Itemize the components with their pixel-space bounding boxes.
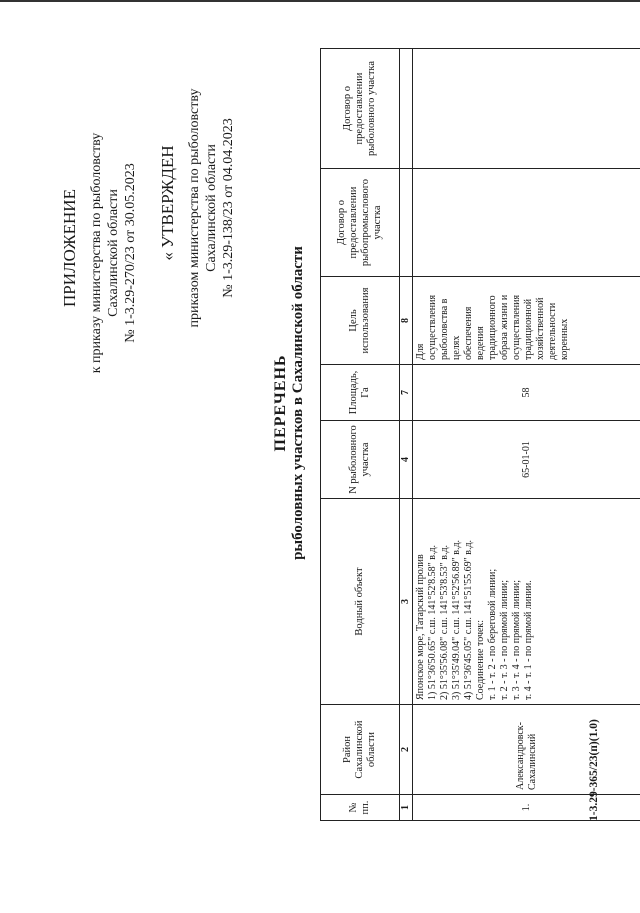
connection-rule: т. 2 - т. 3 - по прямой линии; <box>499 579 510 700</box>
contract-fishing-plot-cell <box>413 49 640 169</box>
water-object-line: Японское море, Татарский пролив <box>415 554 426 700</box>
column-number: 2 <box>400 705 413 795</box>
header-cell: Договор о предоставлении рыболовного участка <box>321 49 400 169</box>
column-number: 7 <box>400 365 413 421</box>
coordinate-point: 3) 51°35'49.04" с.ш. 141°52'56.89" в.д. <box>451 539 462 700</box>
column-number <box>400 169 413 277</box>
header-cell: Договор о предоставлении рыбопромыслового участка <box>321 169 400 277</box>
contract-fishing-ground-cell <box>413 169 640 277</box>
water-object-cell <box>413 499 640 705</box>
title-main: ПЕРЕЧЕНЬ <box>272 354 289 452</box>
approved-heading: « УТВЕРЖДЕН <box>158 145 177 261</box>
approved-line: приказом министерства по рыболовству <box>187 88 202 328</box>
document-title <box>272 193 307 613</box>
header-cell: Водный объект <box>321 499 400 705</box>
approved-line: № 1-3.29-138/23 от 04.04.2023 <box>221 118 236 298</box>
table-header-row <box>321 49 400 821</box>
header-cell: Цель использования <box>321 277 400 365</box>
approved-line: Сахалинской области <box>204 144 219 272</box>
annex-line: № 1-3.29-270/23 от 30.05.2023 <box>123 163 138 343</box>
annex-heading: ПРИЛОЖЕНИЕ <box>60 189 79 307</box>
coordinate-point: 4) 51°36'45.05" с.ш. 141°51'55.69" в.д. <box>463 539 474 700</box>
header-cell: Площадь, Га <box>321 365 400 421</box>
column-number: 3 <box>400 499 413 705</box>
column-number <box>400 49 413 169</box>
table-row <box>413 49 640 821</box>
column-number: 4 <box>400 421 413 499</box>
title-subtitle: рыболовных участков в Сахалинской области <box>290 246 306 560</box>
annex-details <box>88 103 139 403</box>
header-cell: Район Сахалинской области <box>321 705 400 795</box>
connection-rule: т. 3 - т. 4 - по прямой линии; <box>511 579 522 700</box>
column-number: 8 <box>400 277 413 365</box>
fishing-plots-table <box>320 48 640 821</box>
plot-number-cell: 65-01-01 <box>413 421 640 499</box>
annex-line: к приказу министерства по рыболовству <box>89 132 104 374</box>
column-number: 1 <box>400 795 413 821</box>
connection-rule: т. 4 - т. 1 - по прямой линии. <box>523 580 534 700</box>
district-cell: Александровск-Сахалинский <box>413 705 640 795</box>
header-cell: № пп. <box>321 795 400 821</box>
coordinate-point: 1) 51°36'50.65" с.ш. 141°52'8.58" в.д. <box>427 544 438 700</box>
area-cell: 58 <box>413 365 640 421</box>
water-object-line: Соединение точек: <box>475 619 486 700</box>
row-number: 1. <box>413 795 640 821</box>
annex-line: Сахалинской области <box>106 189 121 317</box>
document-code: 1-3.29-365/23(п)(1.0) <box>588 719 600 821</box>
coordinate-point: 2) 51°35'56.08" с.ш. 141°53'8.53" в.д. <box>439 544 450 700</box>
header-cell: N рыболовного участка <box>321 421 400 499</box>
purpose-cell: Для осуществления рыболовства в целях обеспечения ведения традиционного образа жизни и осуществления традиционной хозяйственной деятельности коренных <box>413 277 640 365</box>
approved-details <box>186 88 237 328</box>
column-number-row <box>400 49 413 821</box>
connection-rule: т. 1 - т. 2 - по береговой линии; <box>487 568 498 700</box>
